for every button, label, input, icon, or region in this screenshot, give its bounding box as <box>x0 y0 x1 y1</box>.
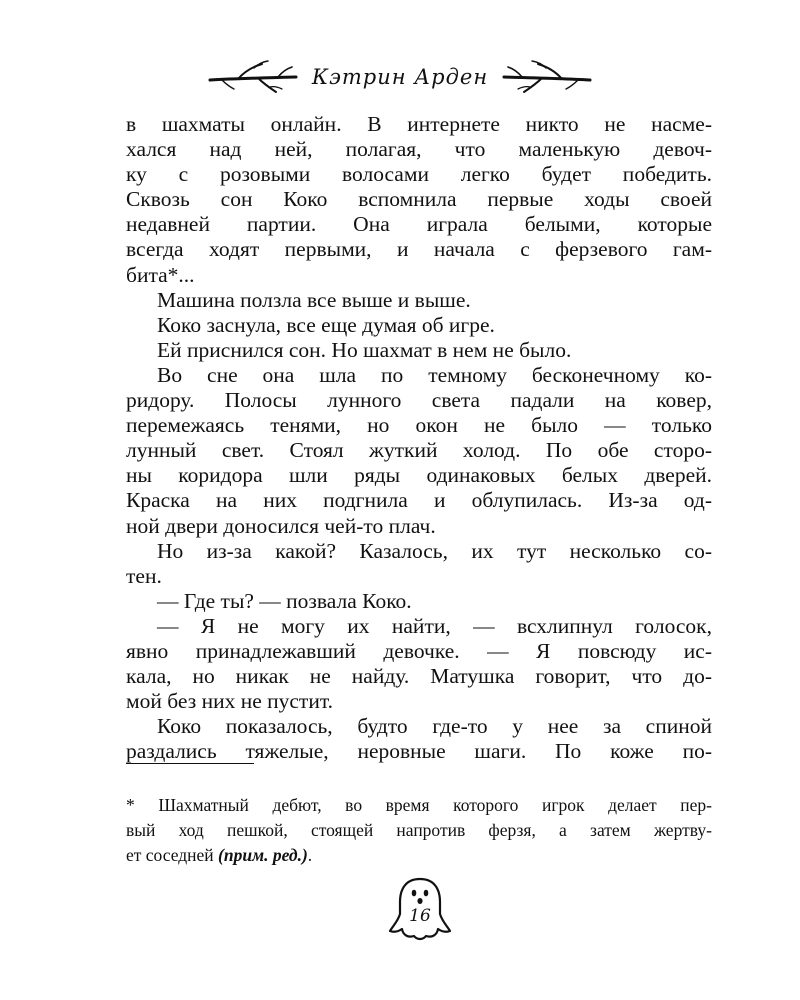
text-line: хался над ней, полагая, что маленькую девоч- <box>126 137 712 162</box>
author-name: Кэтрин Арден <box>311 65 489 89</box>
text-line: Во сне она шла по темному бесконечному ко- <box>157 362 712 387</box>
text-line: в шахматы онлайн. В интернете никто не насме- <box>126 112 712 136</box>
text-line: Сквозь сон Коко вспомнила первые ходы своей <box>126 187 712 212</box>
page-number: 16 <box>409 906 431 926</box>
text-line: всегда ходят первыми, и начала с ферзевого гам- <box>126 237 712 262</box>
text-line: ной двери доносился чей-то плач. <box>126 513 436 538</box>
text-line: ны коридора шли ряды одинаковых белых дверей. <box>126 463 712 488</box>
footnote-line: * Шахматный дебют, во время которого игрок делает пер- <box>126 795 712 815</box>
right-branch-ornament-icon <box>502 60 592 94</box>
text-line: Но из-за какой? Казалось, их тут несколько со- <box>157 538 712 563</box>
text-line: мой без них не пустит. <box>126 689 333 714</box>
text-line: явно принадлежавший девочке. — Я повсюду ис- <box>126 638 712 663</box>
text-line: ридору. Полосы лунного света падали на ковер, <box>126 388 712 413</box>
footnote-line: вый ход пешкой, стоящей напротив ферзя, а затем жертву- <box>126 820 712 840</box>
text-line: бита*... <box>126 262 195 287</box>
body-text <box>126 112 712 764</box>
text-line: лунный свет. Стоял жуткий холод. По обе сторо- <box>126 438 712 463</box>
left-branch-ornament-icon <box>208 60 298 94</box>
text-line: Ей приснился сон. Но шахмат в нем не было. <box>157 337 572 362</box>
text-line: — Где ты? — позвала Коко. <box>157 588 412 613</box>
text-line: Коко заснула, все еще думая об игре. <box>157 312 495 337</box>
text-line: перемежаясь тенями, но окон не было — только <box>126 413 712 438</box>
text-line: Коко показалось, будто где-то у нее за спиной <box>157 714 712 739</box>
editor-note: (прим. ред.) <box>218 845 308 865</box>
running-header <box>0 55 800 99</box>
footnote <box>126 793 712 868</box>
footnote-text: ет соседней <box>126 845 219 865</box>
text-line: раздались тяжелые, неровные шаги. По коже по- <box>126 739 712 764</box>
text-line: тен. <box>126 563 162 588</box>
text-line: недавней партии. Она играла белыми, которые <box>126 212 712 237</box>
text-line: Машина ползла все выше и выше. <box>157 287 471 312</box>
text-line: Краска на них подгнила и облупилась. Из-за од- <box>126 488 712 513</box>
page-number-badge <box>388 876 452 944</box>
footnote-line <box>126 843 712 868</box>
text-line: ку с розовыми волосами легко будет победить. <box>126 162 712 187</box>
text-line: — Я не могу их найти, — всхлипнул голосок, <box>157 613 712 638</box>
footnote-divider <box>126 763 254 764</box>
text-line: кала, но никак не найду. Матушка говорит, что до- <box>126 664 712 689</box>
footnote-period: . <box>307 845 313 865</box>
